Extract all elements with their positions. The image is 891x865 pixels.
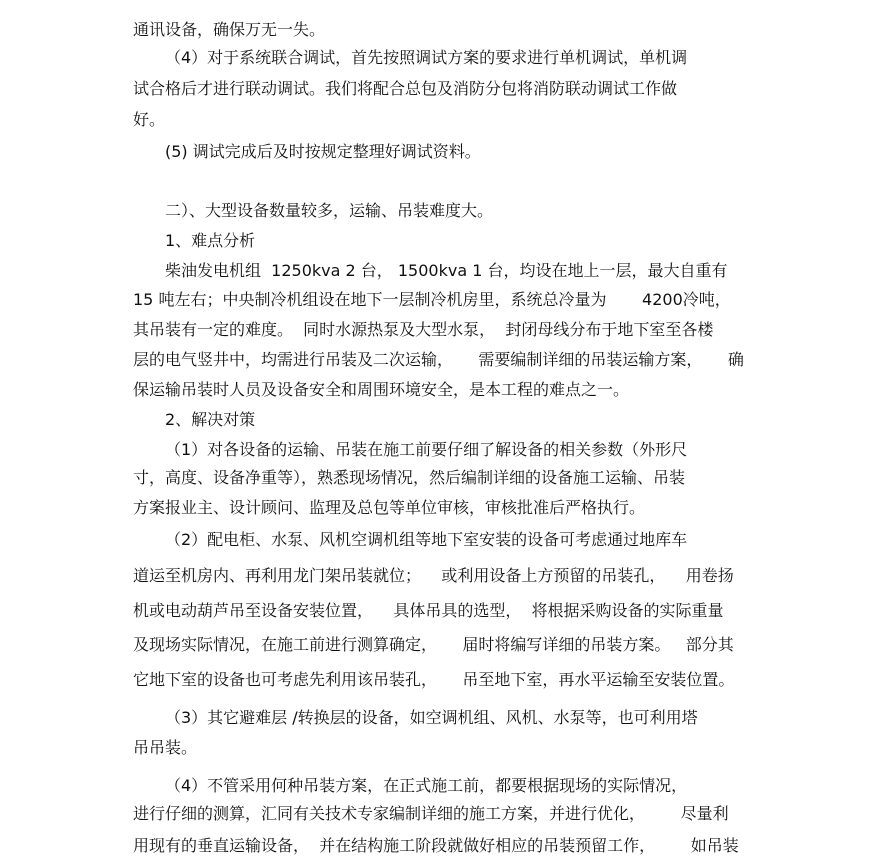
text-line: (5) 调试完成后及时按规定整理好调试资料。	[165, 142, 481, 161]
text-line: 用现有的垂直运输设备， 并在结构施工阶段就做好相应的吊装预留工作， 如吊装	[133, 836, 739, 855]
text-line: 通讯设备，确保万无一失。	[133, 20, 326, 39]
text-line: 寸，高度、设备净重等），熟悉现场情况，然后编制详细的设备施工运输、吊装	[133, 468, 686, 487]
text-line: 及现场实际情况，在施工前进行测算确定， 届时将编写详细的吊装方案。 部分其	[133, 635, 734, 654]
subsection-heading: 2、解决对策	[165, 410, 256, 429]
text-line: 保运输吊装时人员及设备安全和周围环境安全，是本工程的难点之一。	[133, 380, 630, 399]
text-line: （1）对各设备的运输、吊装在施工前要仔细了解设备的相关参数（外形尺	[165, 440, 688, 459]
text-line: 好。	[133, 110, 166, 129]
text-line: 试合格后才进行联动调试。我们将配合总包及消防分包将消防联动调试工作做	[133, 79, 678, 98]
text-line: 道运至机房内、再利用龙门架吊装就位； 或利用设备上方预留的吊装孔， 用卷扬	[133, 566, 734, 585]
text-line: 机或电动葫芦吊至设备安装位置， 具体吊具的选型， 将根据采购设备的实际重量	[133, 601, 724, 620]
text-line: （4）对于系统联合调试，首先按照调试方案的要求进行单机调试，单机调	[165, 48, 688, 67]
section-heading: 二）、大型设备数量较多，运输、吊装难度大。	[165, 201, 494, 220]
text-line: 进行仔细的测算，汇同有关技术专家编制详细的施工方案，并进行优化， 尽量利	[133, 804, 729, 823]
text-line: 层的电气竖井中，均需进行吊装及二次运输， 需要编制详细的吊装运输方案， 确	[133, 350, 744, 369]
text-line: （3）其它避难层 /转换层的设备，如空调机组、风机、水泵等，也可利用塔	[165, 708, 698, 727]
text-line: 15 吨左右；中央制冷机组设在地下一层制冷机房里，系统总冷量为 4200冷吨，	[133, 290, 731, 309]
text-line: （4）不管采用何种吊装方案，在正式施工前，都要根据现场的实际情况，	[165, 776, 688, 795]
subsection-heading: 1、难点分析	[165, 231, 256, 250]
text-line: 吊吊装。	[133, 738, 198, 757]
text-line: 方案报业主、设计顾问、监理及总包等单位审核，审核批准后严格执行。	[133, 498, 646, 517]
text-line: 其吊装有一定的难度。 同时水源热泵及大型水泵， 封闭母线分布于地下室至各楼	[133, 320, 714, 339]
text-line: 它地下室的设备也可考虑先利用该吊装孔， 吊至地下室，再水平运输至安装位置。	[133, 670, 735, 689]
text-line: 柴油发电机组 1250kva 2 台， 1500kva 1 台，均设在地上一层，最大自重有	[165, 261, 728, 280]
text-line: （2）配电柜、水泵、风机空调机组等地下室安装的设备可考虑通过地库车	[165, 530, 688, 549]
